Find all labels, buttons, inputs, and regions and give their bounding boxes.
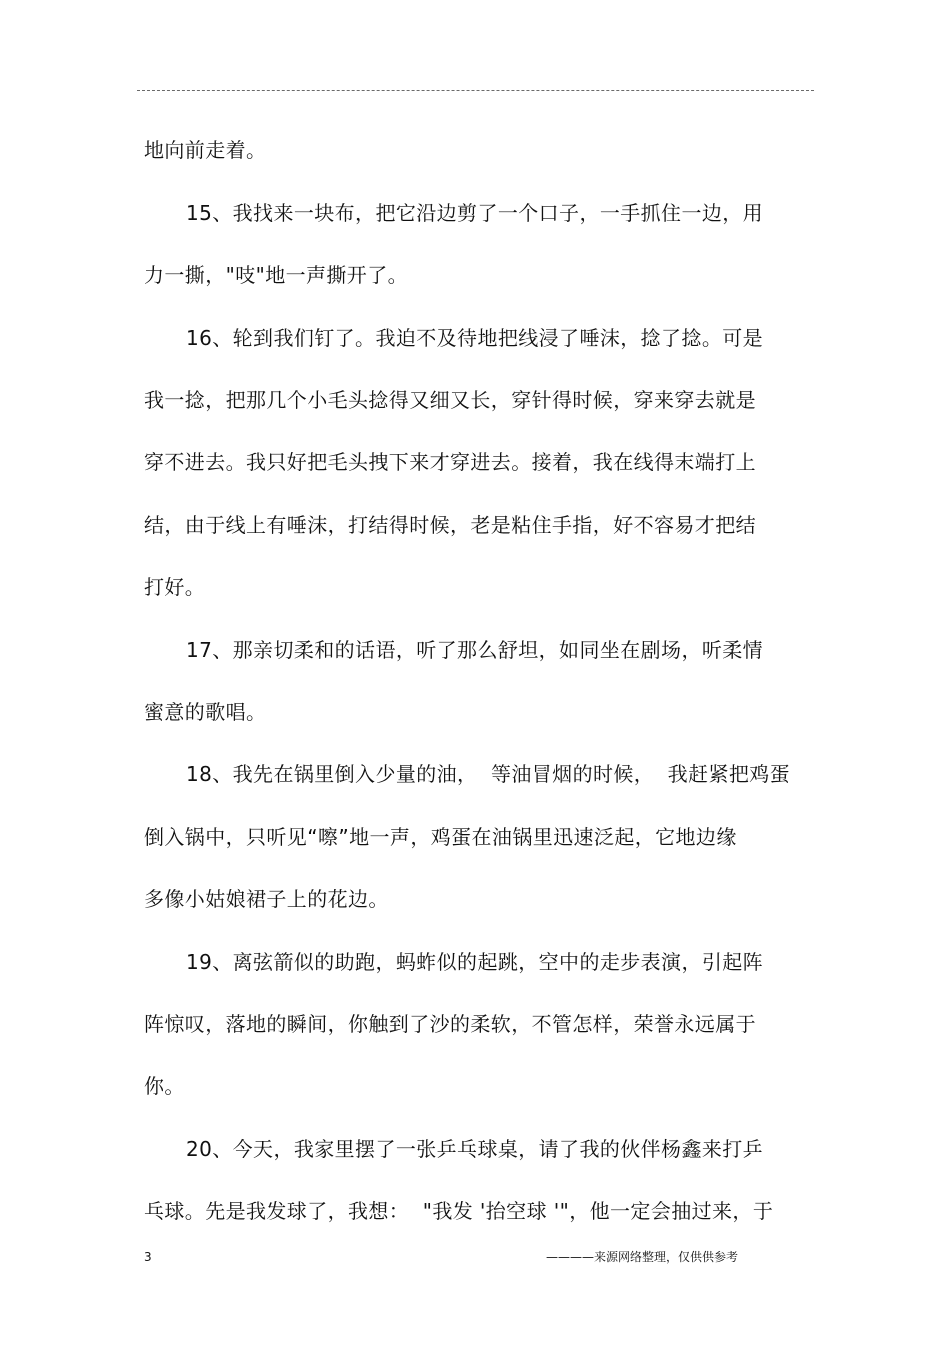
header-rule: [137, 90, 814, 91]
text-line: 倒入锅中，只听见“嚓”地一声，鸡蛋在油锅里迅速泛起，它地边缘: [144, 825, 737, 849]
text-line: 你。: [144, 1074, 185, 1098]
text-line: 地向前走着。: [144, 138, 267, 162]
text-line: 15、我找来一块布，把它沿边剪了一个口子，一手抓住一边，用: [186, 201, 764, 225]
text-line: 18、我先在锅里倒入少量的油， 等油冒烟的时候， 我赶紧把鸡蛋: [186, 762, 791, 786]
text-line: 阵惊叹，落地的瞬间，你触到了沙的柔软，不管怎样，荣誉永远属于: [144, 1012, 756, 1036]
text-line: 力一撕，"吱"地一声撕开了。: [144, 263, 408, 287]
text-line: 16、轮到我们钉了。我迫不及待地把线浸了唾沫，捻了捻。可是: [186, 326, 764, 350]
text-line: 打好。: [144, 575, 206, 599]
text-line: 20、今天，我家里摆了一张乒乓球桌，请了我的伙伴杨鑫来打乒: [186, 1137, 764, 1161]
text-line: 穿不进去。我只好把毛头拽下来才穿进去。接着，我在线得末端打上: [144, 450, 756, 474]
text-line: 17、那亲切柔和的话语，听了那么舒坦，如同坐在剧场，听柔情: [186, 638, 764, 662]
text-line: 19、离弦箭似的助跑，蚂蚱似的起跳，空中的走步表演，引起阵: [186, 950, 764, 974]
text-line: 蜜意的歌唱。: [144, 700, 267, 724]
text-line: 结，由于线上有唾沫，打结得时候，老是粘住手指，好不容易才把结: [144, 513, 756, 537]
source-note: ————来源网络整理，仅供供参考: [546, 1250, 739, 1264]
page-number: 3: [144, 1250, 152, 1264]
text-line: 我一捻，把那几个小毛头捻得又细又长，穿针得时候，穿来穿去就是: [144, 388, 756, 412]
text-line: 多像小姑娘裙子上的花边。: [144, 887, 389, 911]
text-line: 乓球。先是我发球了，我想： "我发 '抬空球 '"，他一定会抽过来，于: [144, 1199, 774, 1223]
